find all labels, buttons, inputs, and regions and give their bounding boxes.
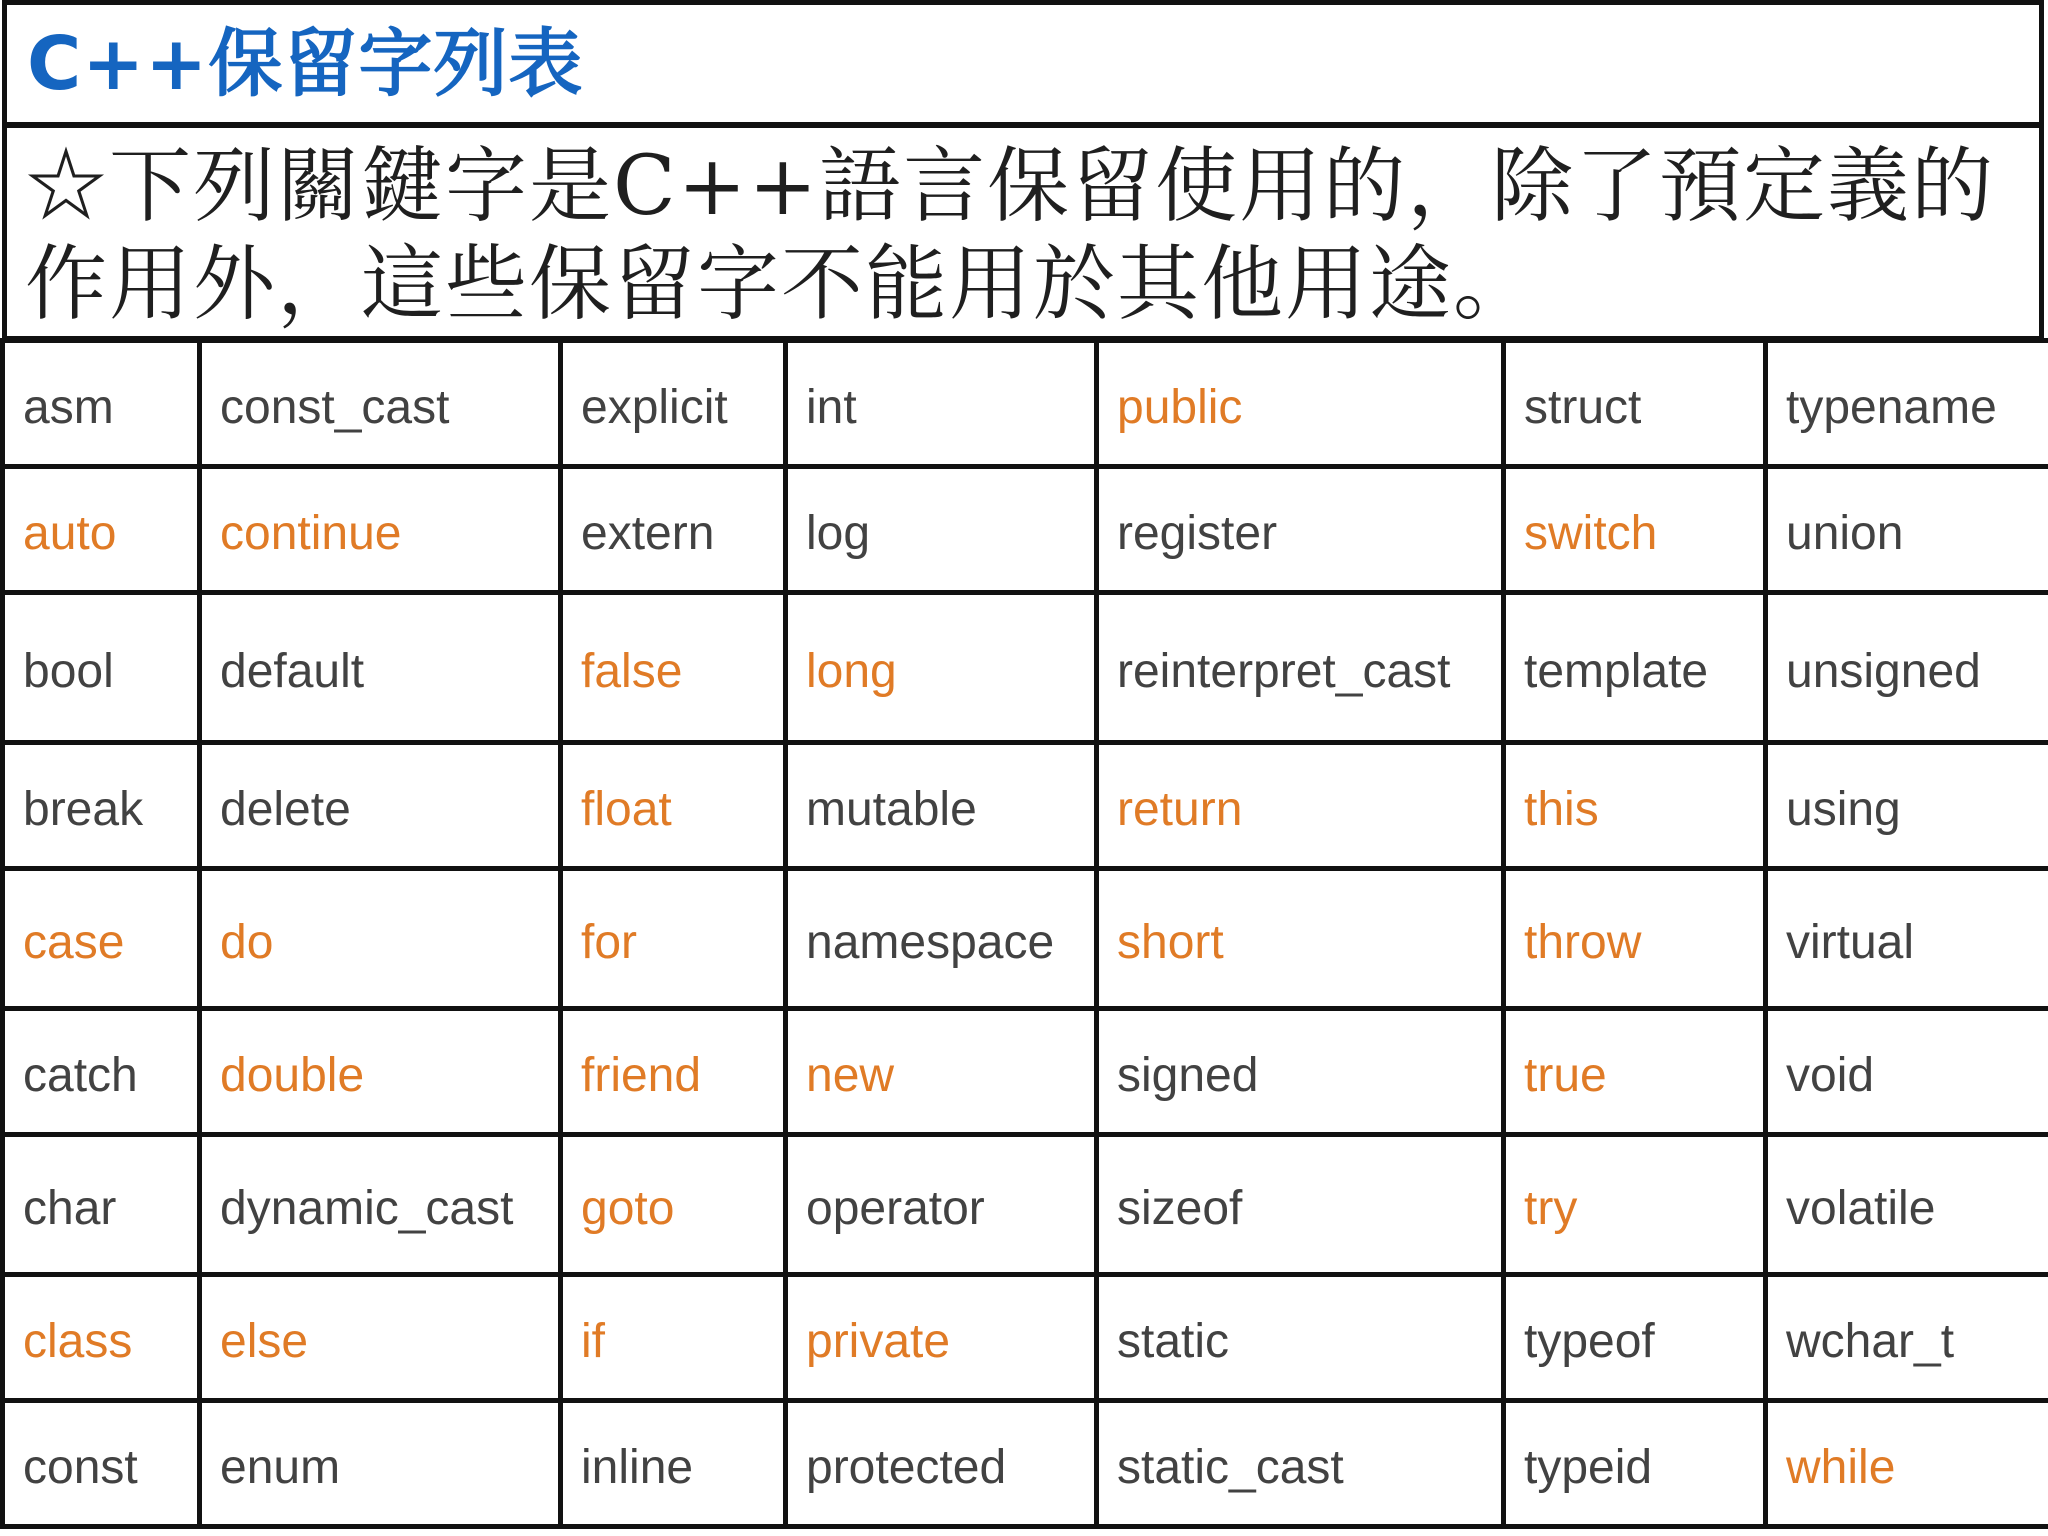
keyword-cell: char <box>3 1135 200 1275</box>
keyword-cell: true <box>1504 1009 1766 1135</box>
keyword-cell: reinterpret_cast <box>1097 593 1504 743</box>
keyword-cell: try <box>1504 1135 1766 1275</box>
keyword-cell: int <box>786 341 1097 467</box>
keyword-cell: auto <box>3 467 200 593</box>
keyword-cell: bool <box>3 593 200 743</box>
keyword-cell: class <box>3 1275 200 1401</box>
keyword-cell: mutable <box>786 743 1097 869</box>
keyword-cell: extern <box>561 467 786 593</box>
keyword-cell: break <box>3 743 200 869</box>
keyword-cell: else <box>200 1275 561 1401</box>
keyword-cell: if <box>561 1275 786 1401</box>
keyword-cell: template <box>1504 593 1766 743</box>
table-row <box>3 743 2048 869</box>
keyword-cell: goto <box>561 1135 786 1275</box>
keyword-cell: dynamic_cast <box>200 1135 561 1275</box>
keyword-cell: short <box>1097 869 1504 1009</box>
keyword-cell: struct <box>1504 341 1766 467</box>
keyword-cell: default <box>200 593 561 743</box>
keyword-cell: static_cast <box>1097 1401 1504 1527</box>
keyword-cell: switch <box>1504 467 1766 593</box>
keyword-cell: new <box>786 1009 1097 1135</box>
keyword-table <box>0 338 2048 1529</box>
keyword-cell: log <box>786 467 1097 593</box>
keyword-cell: asm <box>3 341 200 467</box>
description-text: ☆下列關鍵字是C++語言保留使用的，除了預定義的作用外，這些保留字不能用於其他用途。 <box>25 139 1996 332</box>
keyword-cell: static <box>1097 1275 1504 1401</box>
keyword-table-body <box>3 341 2048 1527</box>
keyword-cell: catch <box>3 1009 200 1135</box>
keyword-cell: continue <box>200 467 561 593</box>
table-row <box>3 593 2048 743</box>
table-row <box>3 467 2048 593</box>
keyword-cell: private <box>786 1275 1097 1401</box>
keyword-cell: return <box>1097 743 1504 869</box>
keyword-cell: typeid <box>1504 1401 1766 1527</box>
keyword-cell: typeof <box>1504 1275 1766 1401</box>
title-box <box>2 0 2044 128</box>
keyword-cell: register <box>1097 467 1504 593</box>
keyword-cell: double <box>200 1009 561 1135</box>
keyword-cell: union <box>1766 467 2048 593</box>
keyword-cell: signed <box>1097 1009 1504 1135</box>
keyword-cell: do <box>200 869 561 1009</box>
keyword-cell: virtual <box>1766 869 2048 1009</box>
table-row <box>3 1401 2048 1527</box>
keyword-cell: false <box>561 593 786 743</box>
keyword-cell: enum <box>200 1401 561 1527</box>
table-row <box>3 341 2048 467</box>
table-row <box>3 1009 2048 1135</box>
keyword-cell: operator <box>786 1135 1097 1275</box>
keyword-cell: this <box>1504 743 1766 869</box>
keyword-cell: wchar_t <box>1766 1275 2048 1401</box>
keyword-cell: protected <box>786 1401 1097 1527</box>
keyword-cell: unsigned <box>1766 593 2048 743</box>
keyword-cell: namespace <box>786 869 1097 1009</box>
keyword-cell: public <box>1097 341 1504 467</box>
keyword-cell: const <box>3 1401 200 1527</box>
keyword-cell: typename <box>1766 341 2048 467</box>
page-title: C++保留字列表 <box>27 20 584 107</box>
keyword-cell: sizeof <box>1097 1135 1504 1275</box>
table-row <box>3 1135 2048 1275</box>
keyword-cell: throw <box>1504 869 1766 1009</box>
keyword-cell: case <box>3 869 200 1009</box>
keyword-cell: inline <box>561 1401 786 1527</box>
table-row <box>3 869 2048 1009</box>
keyword-cell: while <box>1766 1401 2048 1527</box>
keyword-cell: float <box>561 743 786 869</box>
keyword-cell: long <box>786 593 1097 743</box>
keyword-cell: void <box>1766 1009 2048 1135</box>
keyword-cell: const_cast <box>200 341 561 467</box>
keyword-cell: for <box>561 869 786 1009</box>
keyword-cell: explicit <box>561 341 786 467</box>
table-row <box>3 1275 2048 1401</box>
description-box <box>2 128 2044 342</box>
keyword-cell: friend <box>561 1009 786 1135</box>
keyword-cell: using <box>1766 743 2048 869</box>
keyword-cell: delete <box>200 743 561 869</box>
keyword-cell: volatile <box>1766 1135 2048 1275</box>
